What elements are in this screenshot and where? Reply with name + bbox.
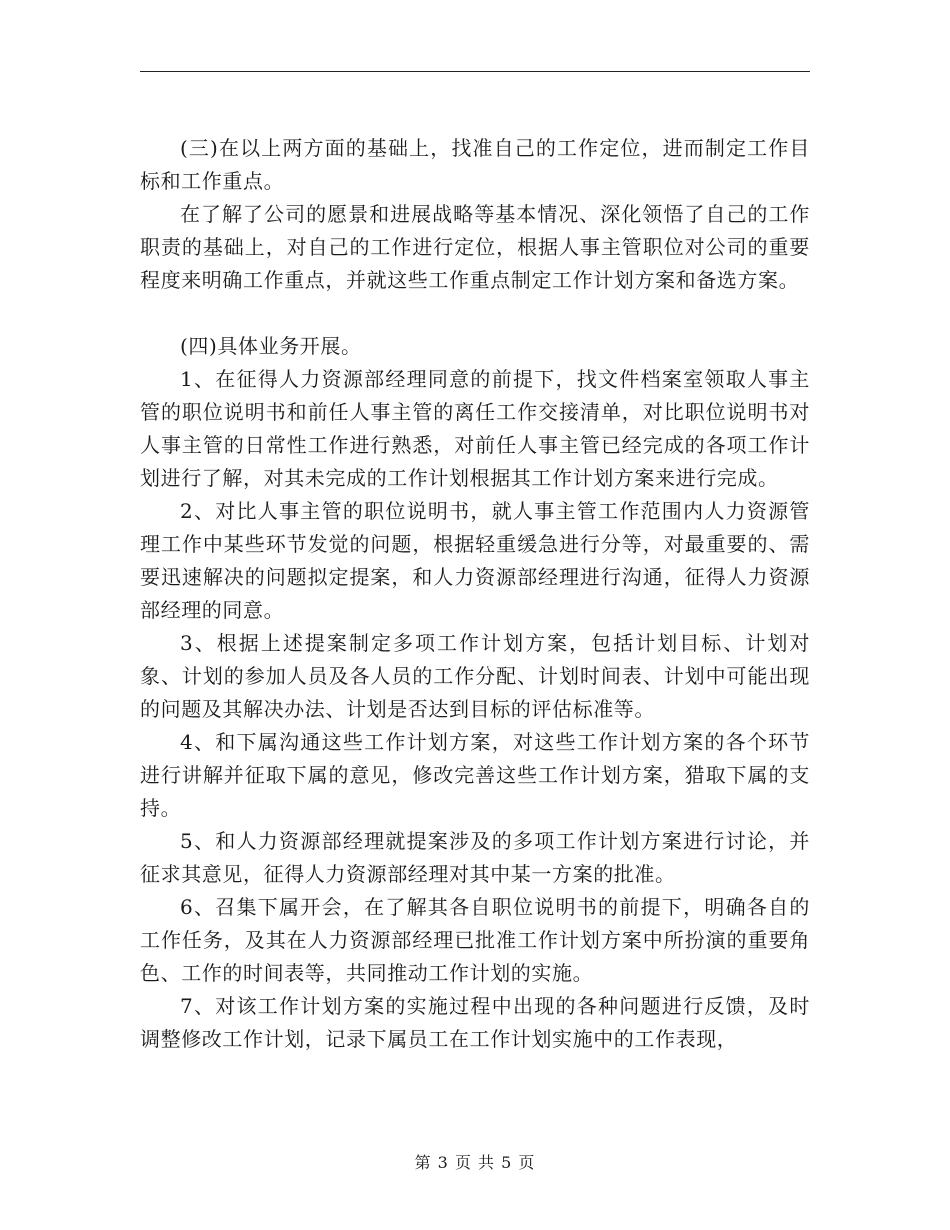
- page-number-footer: 第 3 页 共 5 页: [414, 1153, 536, 1172]
- paragraph-gap: [140, 297, 810, 330]
- document-body: [140, 132, 810, 1056]
- paragraph-item-7: 7、对该工作计划方案的实施过程中出现的各种问题进行反馈，及时调整修改工作计划，记录下属员工在工作计划实施中的工作表现，: [140, 994, 810, 1051]
- paragraph-section-3-heading: (三)在以上两方面的基础上，找准自己的工作定位，进而制定工作目标和工作重点。: [140, 136, 810, 193]
- paragraph-item-6: 6、召集下属开会，在了解其各自职位说明书的前提下，明确各自的工作任务，及其在人力资源部经理已批准工作计划方案中所扮演的重要角色、工作的时间表等，共同推动工作计划的实施。: [140, 895, 810, 985]
- header-rule: [140, 71, 810, 72]
- paragraph-item-2: 2、对比人事主管的职位说明书，就人事主管工作范围内人力资源管理工作中某些环节发觉的问题，根据轻重缓急进行分等，对最重要的、需要迅速解决的问题拟定提案，和人力资源部经理进行沟通，征得人力资源部经理的同意。: [140, 499, 810, 622]
- paragraph-item-5: 5、和人力资源部经理就提案涉及的多项工作计划方案进行讨论，并征求其意见，征得人力资源部经理对其中某一方案的批准。: [140, 829, 810, 886]
- paragraph-positioning: 在了解了公司的愿景和进展战略等基本情况、深化领悟了自己的工作职责的基础上，对自己的工作进行定位，根据人事主管职位对公司的重要程度来明确工作重点，并就这些工作重点制定工作计划方案和备选方案。: [140, 202, 810, 292]
- paragraph-item-3: 3、根据上述提案制定多项工作计划方案，包括计划目标、计划对象、计划的参加人员及各人员的工作分配、计划时间表、计划中可能出现的问题及其解决办法、计划是否达到目标的评估标准等。: [140, 631, 810, 721]
- paragraph-item-1: 1、在征得人力资源部经理同意的前提下，找文件档案室领取人事主管的职位说明书和前任人事主管的离任工作交接清单，对比职位说明书对人事主管的日常性工作进行熟悉，对前任人事主管已经完成的各项工作计划进行了解，对其未完成的工作计划根据其工作计划方案来进行完成。: [140, 367, 810, 490]
- paragraph-item-4: 4、和下属沟通这些工作计划方案，对这些工作计划方案的各个环节进行讲解并征取下属的意见，修改完善这些工作计划方案，猎取下属的支持。: [140, 730, 810, 820]
- paragraph-section-4-heading: (四)具体业务开展。: [180, 334, 362, 358]
